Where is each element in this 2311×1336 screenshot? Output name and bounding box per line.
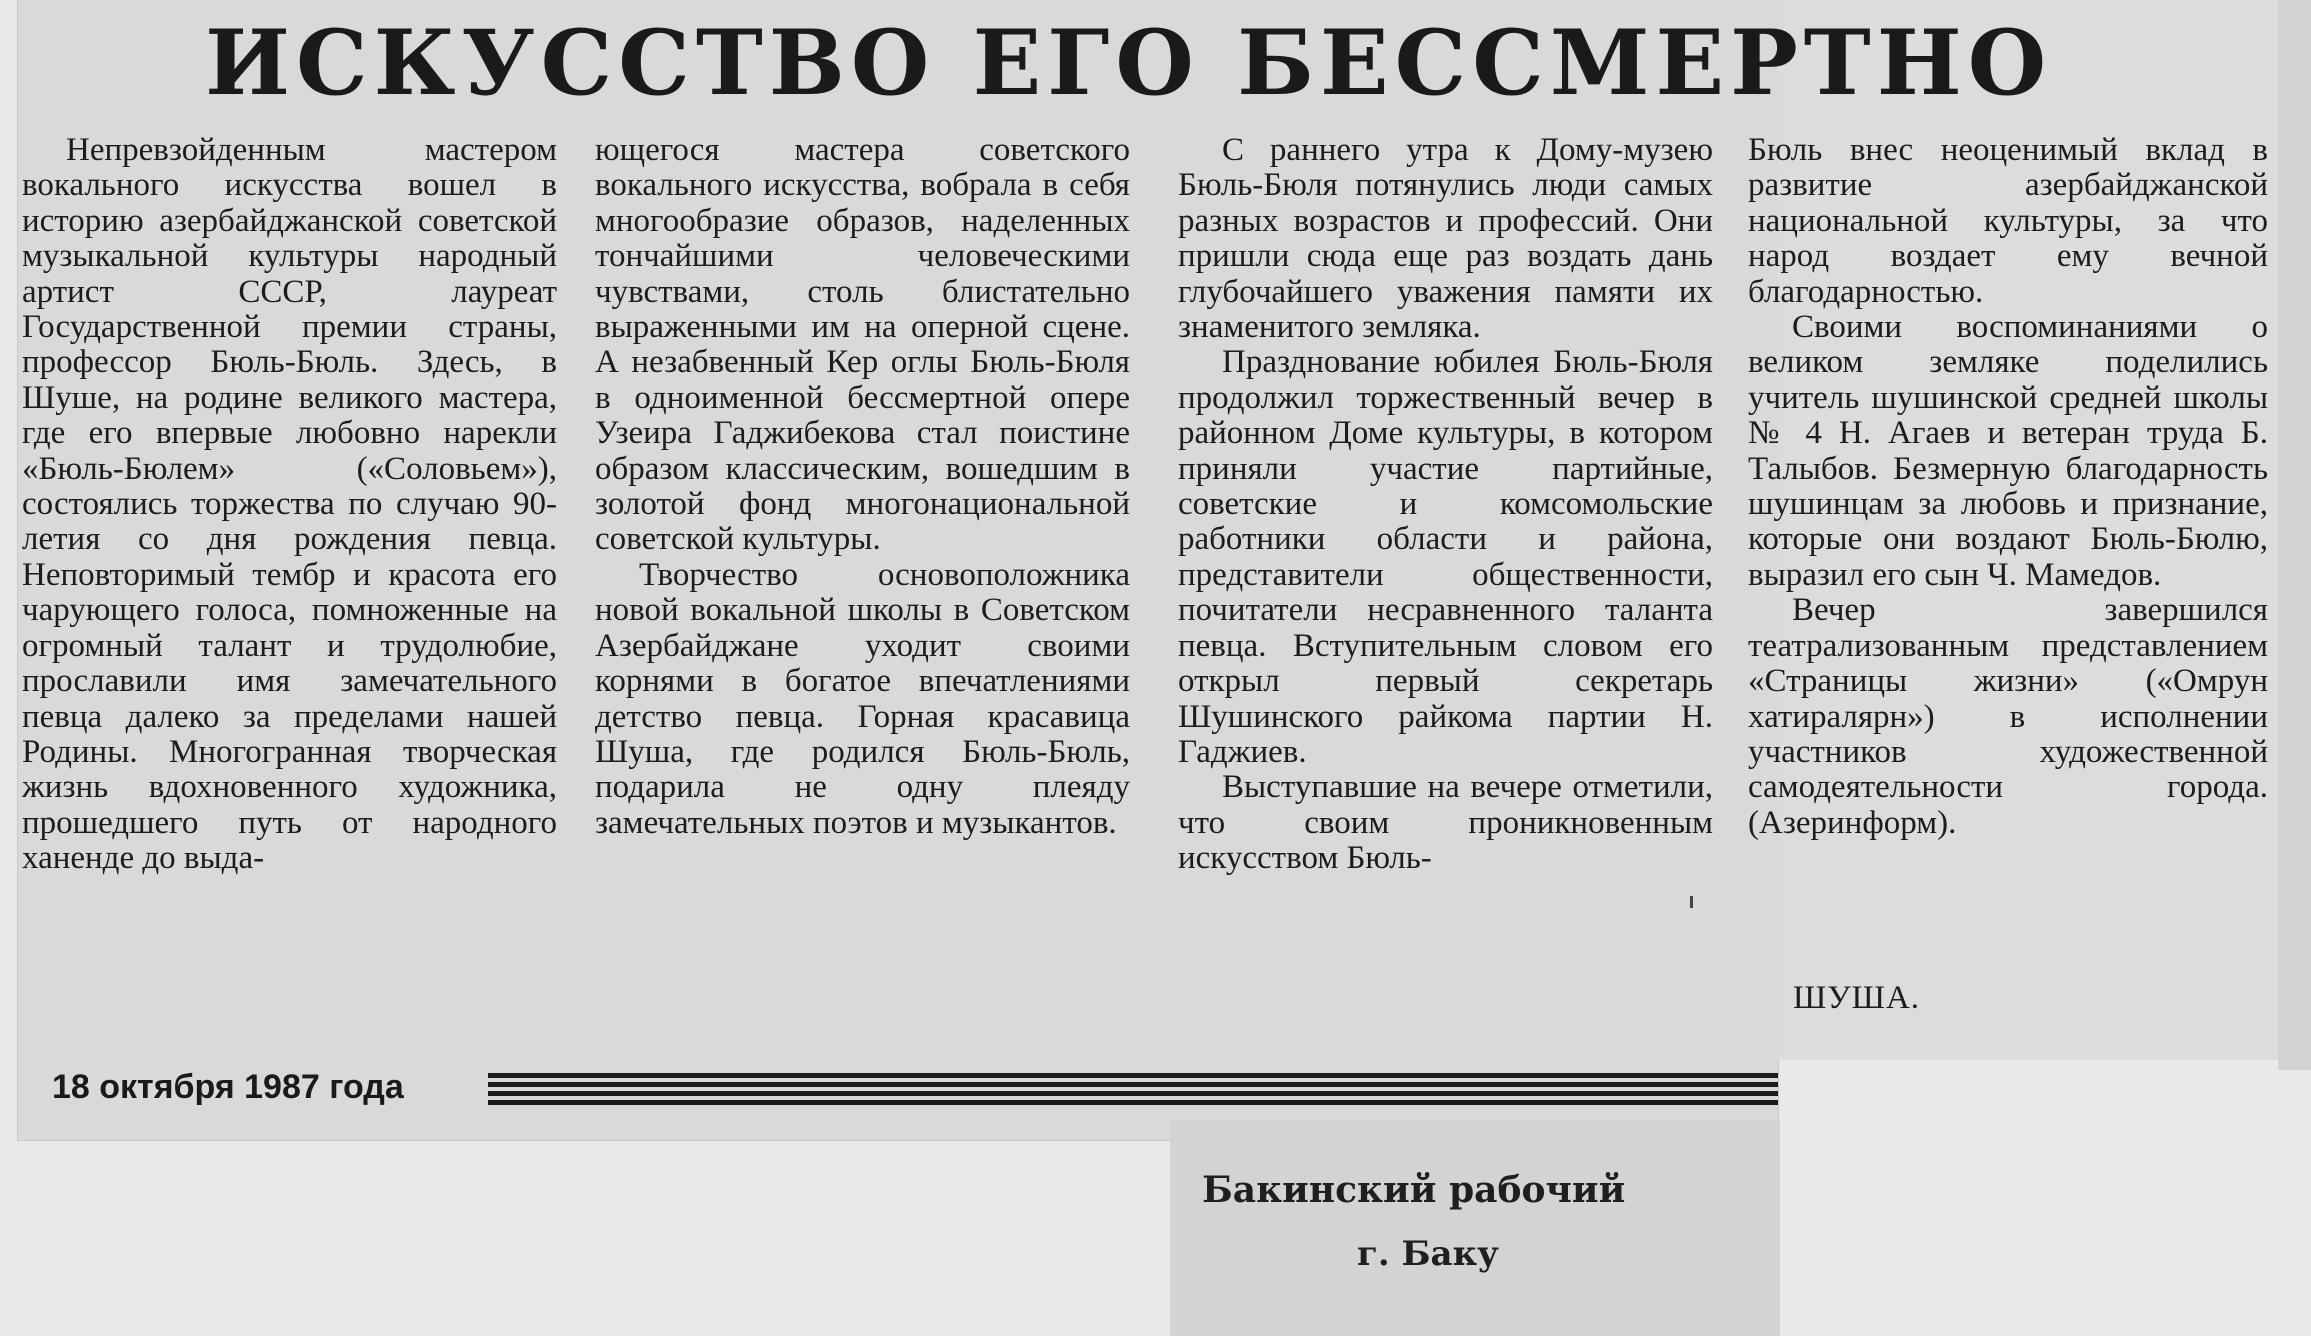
article-column-1: [22, 133, 557, 877]
newspaper-label-slip: [1170, 1120, 1780, 1336]
rule-line: [488, 1100, 1778, 1105]
article-column-3: [1178, 133, 1713, 877]
paragraph: ющегося мастера советского вокального искусства, вобрала в себя многообразие образов, наделенных тончайшими человеческими чувствами, столь блистательно выраженными им на оперной сцене. А незабвенный Кер оглы Бюль-Бюля в одноименной бессмертной опере Узеира Гаджибекова стал поистине образом классическим, вошедшим в золотой фонд многонациональной советской культуры.: [595, 132, 1130, 558]
decorative-rule: [488, 1073, 1778, 1107]
paragraph: Творчество основоположника новой вокальной школы в Советском Азербайджане уходит своими корнями в богатое впечатлениями детство певца. Горная красавица Шуша, где родился Бюль-Бюль, подарила не одну плеяду замечательных поэтов и музыкантов.: [595, 556, 1130, 841]
article-headline: ИСКУССТВО ЕГО БЕССМЕРТНО: [205, 10, 2053, 116]
newspaper-city: г. Баку: [1357, 1234, 1499, 1274]
publication-date: 18 октября 1987 года: [52, 1068, 404, 1106]
adjacent-clipping-edge: [2278, 0, 2311, 1070]
paragraph: Празднование юбилея Бюль-Бюля продолжил торжественный вечер в районном Доме культуры, в котором приняли участие партийные, советские и комсомольские работники области и района, представители общественности, почитатели несравненного таланта певца. Вступительным словом его открыл первый секретарь Шушинского райкома партии Н. Гаджиев.: [1178, 344, 1713, 770]
rule-line: [488, 1073, 1778, 1078]
rule-line: [488, 1082, 1778, 1087]
paragraph: Вечер завершился театрализованным представлением «Страницы жизни» («Омрун хатиралярн») в исполнении участников художественной самодеятельности города. (Азеринформ).: [1748, 592, 2268, 841]
dateline-place: ШУША.: [1793, 980, 1921, 1016]
newspaper-name: Бакинский рабочий: [1202, 1169, 1626, 1211]
article-column-4: [1748, 133, 2268, 841]
rule-line: [488, 1091, 1778, 1096]
paragraph: Бюль внес неоценимый вклад в развитие азербайджанской национальной культуры, за что народ воздает ему вечной благодарностью.: [1748, 132, 2268, 310]
article-column-2: [595, 133, 1130, 841]
paragraph: Выступавшие на вечере отметили, что своим проникновенным искусством Бюль-: [1178, 769, 1713, 877]
ink-mark: [1690, 896, 1693, 908]
paragraph: С раннего утра к Дому-музею Бюль-Бюля потянулись люди самых разных возрастов и профессий. Они пришли сюда еще раз воздать дань глубочайшего уважения памяти их знаменитого земляка.: [1178, 132, 1713, 346]
paragraph: Своими воспоминаниями о великом земляке поделились учитель шушинской средней школы № 4 Н. Агаев и ветеран труда Б. Талыбов. Безмерную благодарность шушинцам за любовь и признание, которые они воздают Бюль-Бюлю, выразил его сын Ч. Мамедов.: [1748, 309, 2268, 593]
paragraph: Непревзойденным мастером вокального искусства вошел в историю азербайджанской советской музыкальной культуры народный артист СССР, лауреат Государственной премии страны, профессор Бюль-Бюль. Здесь, в Шуше, на родине великого мастера, где его впервые любовно нарекли «Бюль-Бюлем» («Соловьем»), состоялись торжества по случаю 90-летия со дня рождения певца. Неповторимый тембр и красота его чарующего голоса, помноженные на огромный талант и трудолюбие, прославили имя замечательного певца далеко за пределами нашей Родины. Многогранная творческая жизнь вдохновенного художника, прошедшего путь от народного ханенде до выда-: [22, 132, 557, 877]
